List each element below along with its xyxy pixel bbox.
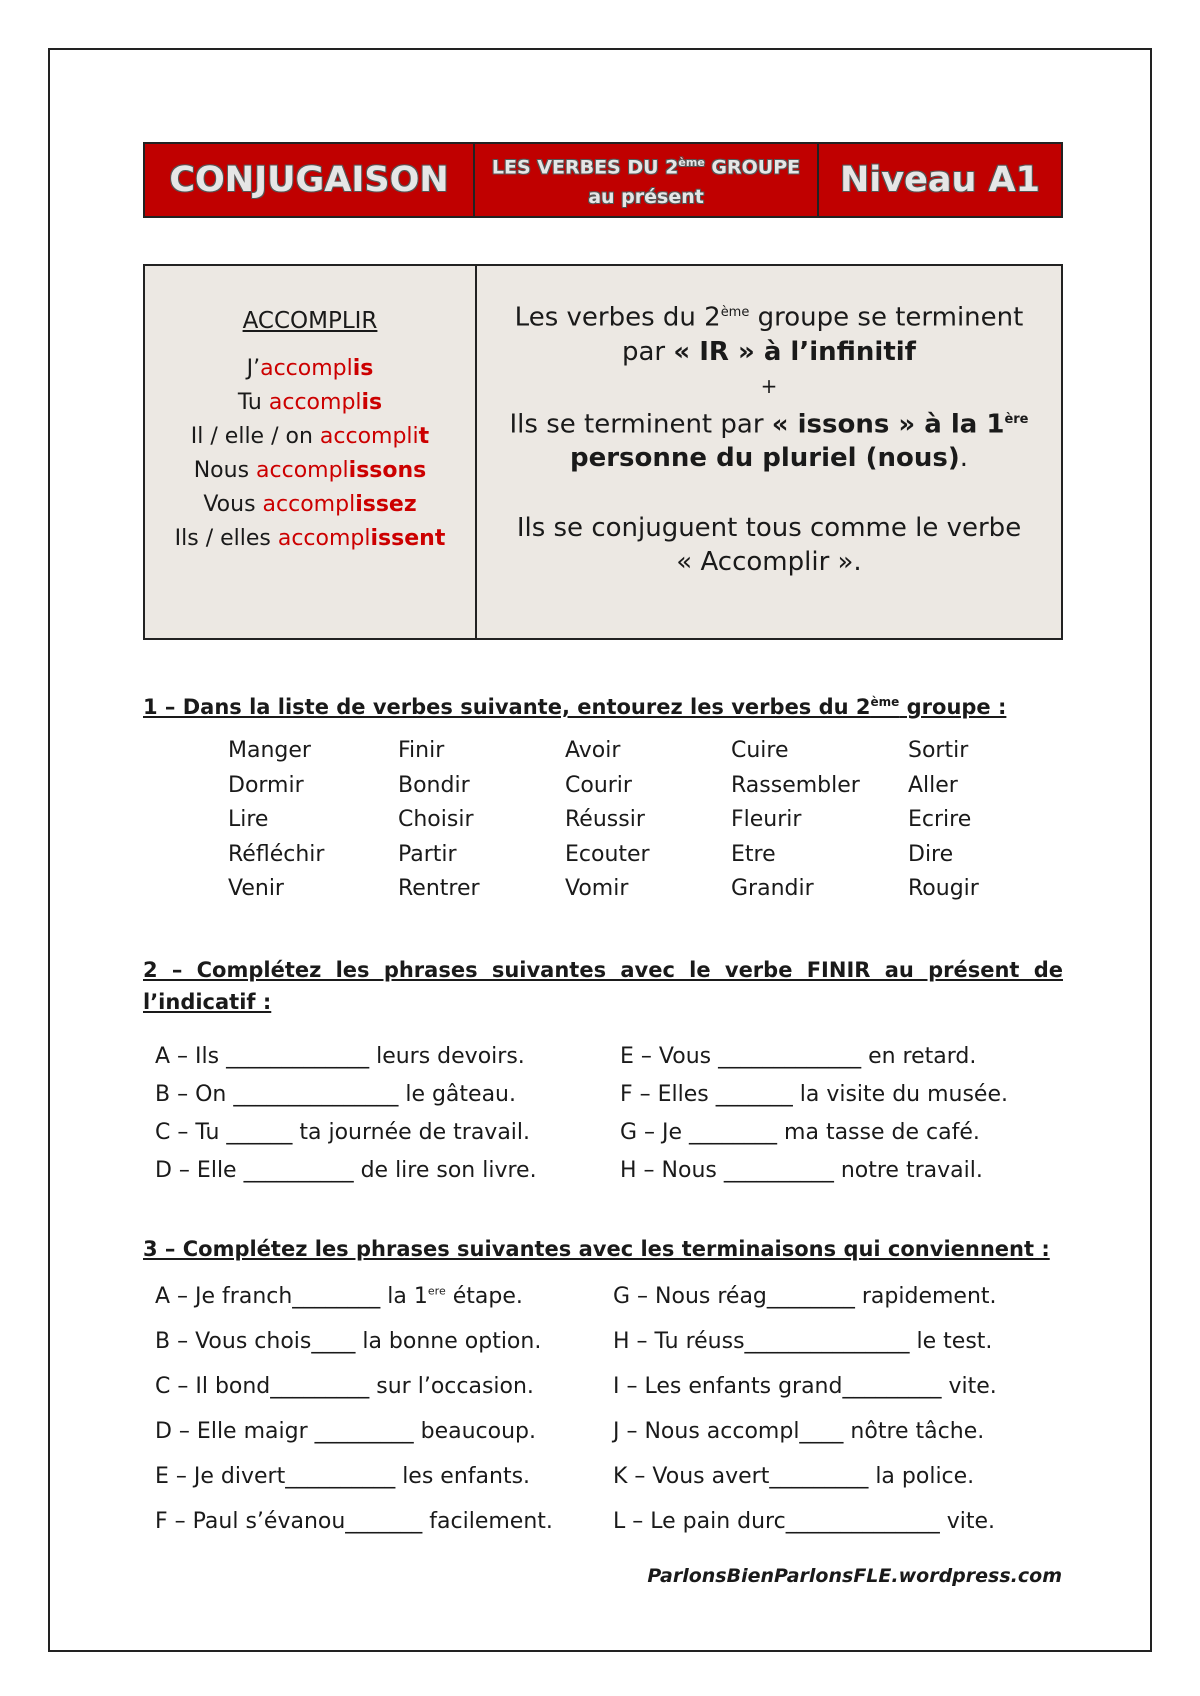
conjugation-line: Nous accomplissons	[193, 458, 427, 483]
verb-item[interactable]: Réussir	[565, 807, 645, 832]
plus-sign: +	[760, 373, 778, 398]
verb-item[interactable]: Ecrire	[908, 807, 972, 832]
verb-item[interactable]: Avoir	[565, 738, 621, 763]
exercise-3-sentence[interactable]: A – Je franch________ la 1ere étape.	[155, 1284, 523, 1309]
conjugation-line: Vous accomplissez	[203, 492, 417, 517]
verb-item[interactable]: Aller	[908, 772, 958, 798]
verb-item[interactable]: Ecouter	[565, 841, 650, 867]
verb-item[interactable]: Partir	[398, 841, 457, 867]
exercise-3-sentence[interactable]: H – Tu réuss_______________ le test.	[613, 1329, 993, 1354]
verb-item[interactable]: Cuire	[731, 738, 789, 763]
verb-item[interactable]: Rentrer	[398, 876, 480, 901]
exercise-3-sentence[interactable]: F – Paul s’évanou_______ facilement.	[155, 1509, 553, 1534]
conjugation-line: Il / elle / on accomplit	[190, 424, 430, 449]
exercise-3-sentence[interactable]: C – Il bond_________ sur l’occasion.	[155, 1374, 534, 1399]
exercise-2-sentence[interactable]: G – Je ________ ma tasse de café.	[620, 1120, 980, 1145]
rule-box	[143, 264, 1063, 640]
conjugation-line: Tu accomplis	[237, 390, 383, 415]
verb-column	[731, 734, 860, 907]
exercise-3-sentence[interactable]: J – Nous accompl____ nôtre tâche.	[613, 1419, 985, 1444]
footer-website[interactable]: ParlonsBienParlonsFLE.wordpress.com	[647, 1565, 1062, 1587]
exercise-2-sentence[interactable]: E – Vous _____________ en retard.	[620, 1044, 977, 1069]
exercise-2-sentence[interactable]: C – Tu ______ ta journée de travail.	[155, 1120, 531, 1145]
banner-level: Niveau A1	[839, 160, 1040, 200]
exercise-3-sentence[interactable]: D – Elle maigr _________ beaucoup.	[155, 1419, 536, 1444]
conjugation-line: J’accomplis	[246, 356, 374, 381]
conjugation-line: Ils / elles accomplissent	[174, 526, 446, 551]
exercise-2-title: 2 – Complétez les phrases suivantes avec le verbe FINIR au présent de l’indicatif :	[143, 958, 1063, 1014]
exercise-3-sentence[interactable]: B – Vous chois____ la bonne option.	[155, 1329, 542, 1354]
header-banner	[143, 142, 1063, 218]
verb-item[interactable]: Rassembler	[731, 772, 860, 798]
exercise-2-sentence[interactable]: D – Elle __________ de lire son livre.	[155, 1158, 537, 1183]
conjugation-table	[145, 266, 477, 638]
exercise-3-title: 3 – Complétez les phrases suivantes avec les terminaisons qui conviennent :	[143, 1237, 1050, 1261]
exercise-2-sentence[interactable]: H – Nous __________ notre travail.	[620, 1158, 983, 1183]
verb-item[interactable]: Fleurir	[731, 807, 802, 832]
verb-item[interactable]: Sortir	[908, 738, 969, 763]
banner-subtitle: LES VERBES DU 2ème GROUPE au présent	[475, 144, 819, 216]
exercise-3-sentence[interactable]: E – Je divert__________ les enfants.	[155, 1464, 531, 1489]
exercise-3-sentence[interactable]: G – Nous réag________ rapidement.	[613, 1284, 997, 1309]
verb-column	[228, 734, 324, 907]
verb-item[interactable]: Choisir	[398, 807, 474, 832]
verb-item[interactable]: Dire	[908, 841, 954, 867]
verb-item[interactable]: Etre	[731, 841, 776, 867]
rule-explanation: Les verbes du 2ème groupe se terminent par « IR » à l’infinitif + Ils se terminent par « issons » à la 1ère personne du pluriel (nous). Ils se conjuguent tous comme le verbe « Accomplir ».	[477, 266, 1061, 638]
verb-item[interactable]: Venir	[228, 876, 284, 901]
verb-item[interactable]: Finir	[398, 738, 445, 763]
verb-item[interactable]: Bondir	[398, 772, 470, 798]
verb-column	[908, 734, 979, 907]
verb-item[interactable]: Dormir	[228, 772, 304, 798]
exercise-3-sentence[interactable]: I – Les enfants grand_________ vite.	[613, 1374, 997, 1399]
verb-item[interactable]: Lire	[228, 807, 269, 832]
verb-column	[398, 734, 480, 907]
verb-title: ACCOMPLIR	[242, 308, 378, 334]
verb-item[interactable]: Rougir	[908, 876, 979, 901]
exercise-3-sentence[interactable]: K – Vous avert_________ la police.	[613, 1464, 975, 1489]
verb-column	[565, 734, 650, 907]
exercise-2-sentence[interactable]: F – Elles _______ la visite du musée.	[620, 1082, 1008, 1107]
exercise-2-sentence[interactable]: A – Ils _____________ leurs devoirs.	[155, 1044, 525, 1069]
verb-item[interactable]: Manger	[228, 738, 311, 763]
exercise-3-sentence[interactable]: L – Le pain durc______________ vite.	[613, 1509, 995, 1534]
verb-item[interactable]: Grandir	[731, 876, 814, 901]
exercise-2-sentence[interactable]: B – On _______________ le gâteau.	[155, 1082, 516, 1107]
banner-title: CONJUGAISON	[145, 144, 475, 216]
exercise-1-title: 1 – Dans la liste de verbes suivante, entourez les verbes du 2ème groupe :	[143, 695, 1007, 719]
verb-item[interactable]: Vomir	[565, 876, 629, 901]
verb-item[interactable]: Réfléchir	[228, 841, 325, 867]
verb-item[interactable]: Courir	[565, 772, 632, 798]
